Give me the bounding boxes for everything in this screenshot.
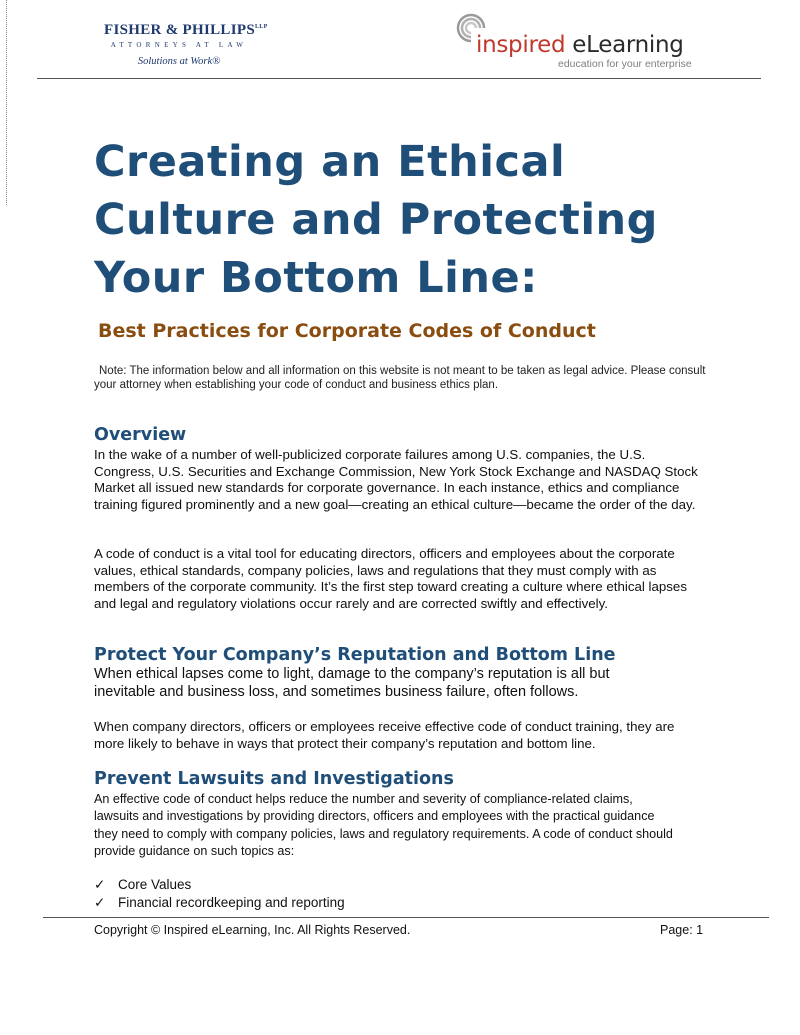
inspired-elearning-tagline: education for your enterprise bbox=[558, 58, 692, 70]
checkmark-icon: ✓ bbox=[94, 894, 106, 910]
overview-heading: Overview bbox=[94, 425, 187, 445]
header-divider bbox=[37, 78, 761, 79]
topics-checklist bbox=[94, 876, 345, 911]
footer-divider bbox=[43, 917, 769, 918]
fisher-phillips-logo bbox=[104, 22, 268, 67]
checkmark-icon: ✓ bbox=[94, 877, 106, 892]
overview-paragraph-1: In the wake of a number of well-publicized corporate failures among U.S. companies, the U.S. Congress, U.S. Securities and Exchange Commission, New York Stock Exchange and NASDAQ Stock Market all issued new standards for corporate governance. In each instance, ethics and compliance training figured prominently and a new goal—creating an ethical culture—became the order of the day. bbox=[94, 447, 698, 512]
page-edge-mark bbox=[6, 0, 7, 205]
lawsuits-heading: Prevent Lawsuits and Investigations bbox=[94, 769, 454, 789]
reputation-paragraph-1: When ethical lapses come to light, damage to the company’s reputation is all but inevitable and business loss, and sometimes business failure, often follows. bbox=[94, 666, 610, 700]
fisher-phillips-tagline: Solutions at Work® bbox=[137, 56, 221, 67]
overview-paragraph-2: A code of conduct is a vital tool for educating directors, officers and employees about the corporate values, ethical standards, company policies, laws and regulations that they must comply with as members of the corporate community. It’s the first step toward creating a culture where ethical lapses and legal and regulatory violations occur rarely and are corrected swiftly and effectively. bbox=[94, 546, 687, 611]
inspired-elearning-name: inspired eLearning bbox=[476, 32, 684, 58]
inspired-elearning-logo bbox=[455, 12, 715, 72]
fisher-phillips-name: FISHER & $PHILLIPS^{LLP}$ bbox=[104, 22, 268, 38]
list-item: ✓ Financial recordkeeping and reporting bbox=[94, 894, 345, 910]
reputation-paragraph-2: When company directors, officers or employees receive effective code of conduct training, they are more likely to behave in ways that protect their company’s reputation and bottom line. bbox=[94, 719, 675, 751]
fisher-phillips-subtitle: ATTORNEYS AT LAW bbox=[110, 41, 248, 49]
document-title: Creating an Ethical Culture and Protecting Your Bottom Line: bbox=[94, 137, 658, 303]
footer-copyright: Copyright © Inspired eLearning, Inc. All Rights Reserved. bbox=[94, 923, 411, 937]
footer-page-number: Page: 1 bbox=[660, 923, 704, 937]
lawsuits-paragraph-1: An effective code of conduct helps reduce the number and severity of compliance-related claims, lawsuits and investigations by providing directors, officers and employees with the practical guidance they need to comply with company policies, laws and regulatory requirements. A code of conduct should provide guidance on such topics as: bbox=[94, 792, 673, 859]
document-subtitle: Best Practices for Corporate Codes of Conduct bbox=[98, 320, 596, 342]
list-item: ✓ Core Values bbox=[94, 877, 192, 892]
legal-note: Note: The information below and all information on this website is not meant to be taken as legal advice. Please consult your attorney when establishing your code of conduct and business ethics plan. bbox=[94, 365, 706, 391]
reputation-heading: Protect Your Company’s Reputation and Bottom Line bbox=[94, 645, 616, 665]
